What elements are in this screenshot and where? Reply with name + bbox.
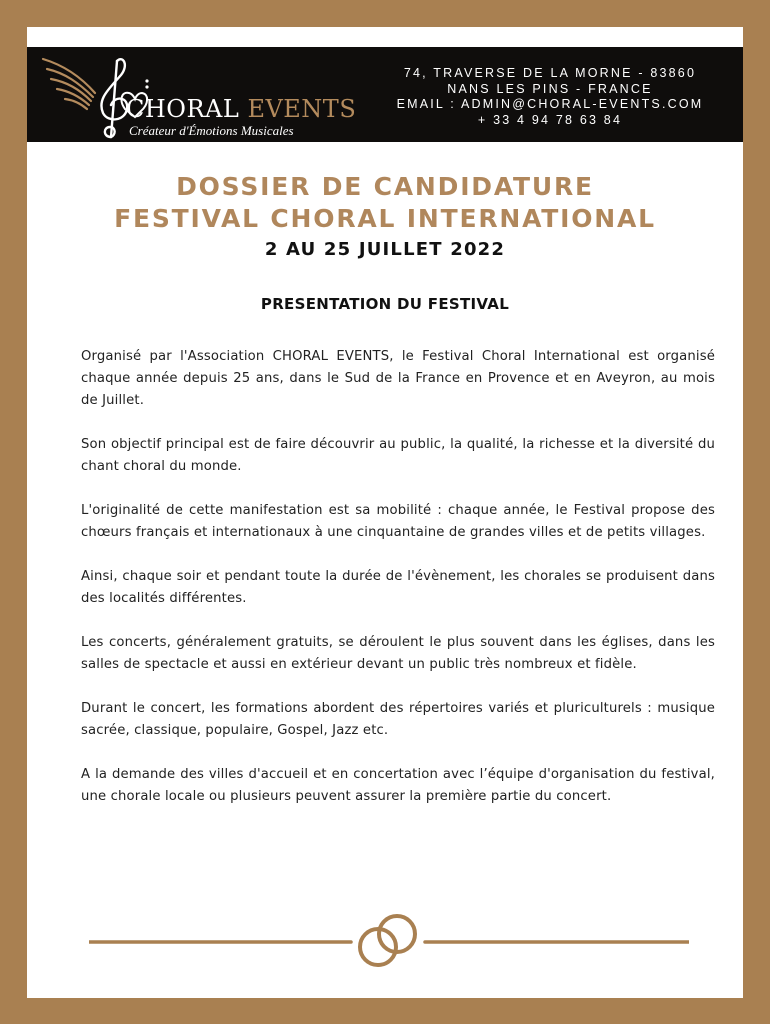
paragraph: A la demande des villes d'accueil et en concertation avec l’équipe d'organisation du festival, une chorale locale ou plusieurs peuvent assurer la première partie du concert. xyxy=(81,767,715,804)
title-line-2: FESTIVAL CHORAL INTERNATIONAL xyxy=(114,204,656,233)
paragraph: Son objectif principal est de faire découvrir au public, la qualité, la richesse et la diversité du chant choral du monde. xyxy=(81,437,715,474)
phone-line: + 33 4 94 78 63 84 xyxy=(477,112,623,127)
document-title xyxy=(27,171,743,265)
paragraph: Organisé par l'Association CHORAL EVENTS, le Festival Choral International est organisé chaque année depuis 25 ans, dans le Sud de la France en Provence et en Aveyron, au mois de Juillet. xyxy=(81,349,715,408)
paragraph: Durant le concert, les formations abordent des répertoires variés et pluriculturels : musique sacrée, classique, populaire, Gospel, Jazz etc. xyxy=(81,701,715,738)
letterhead xyxy=(27,47,743,142)
choral-events-logo xyxy=(37,47,367,142)
address-line-1: 74, TRAVERSE DE LA MORNE - 83860 xyxy=(403,66,697,80)
paragraph: L'originalité de cette manifestation est sa mobilité : chaque année, le Festival propose des chœurs français et internationaux à une cinquantaine de grandes villes et de petits villages. xyxy=(81,503,715,540)
brand-tagline: Créateur d'Émotions Musicales xyxy=(129,123,294,138)
brand-name: CHORAL EVENTS xyxy=(126,95,357,123)
festival-dates: 2 AU 25 JUILLET 2022 xyxy=(264,239,506,260)
paragraph: Les concerts, généralement gratuits, se déroulent le plus souvent dans les églises, dans les salles de spectacle et aussi en extérieur devant un public très nombreux et fidèle. xyxy=(81,635,715,672)
section-heading: PRESENTATION DU FESTIVAL xyxy=(260,295,510,313)
body-text xyxy=(81,346,715,830)
document-page xyxy=(27,27,743,998)
title-line-1: DOSSIER DE CANDIDATURE xyxy=(176,172,594,201)
contact-block xyxy=(385,66,715,128)
address-line-2: NANS LES PINS - FRANCE xyxy=(447,81,653,96)
interlocking-rings-divider-icon xyxy=(89,907,689,977)
email-line: EMAIL : ADMIN@CHORAL-EVENTS.COM xyxy=(396,97,704,111)
paragraph: Ainsi, chaque soir et pendant toute la durée de l'évènement, les chorales se produisent dans des localités différentes. xyxy=(81,569,715,606)
